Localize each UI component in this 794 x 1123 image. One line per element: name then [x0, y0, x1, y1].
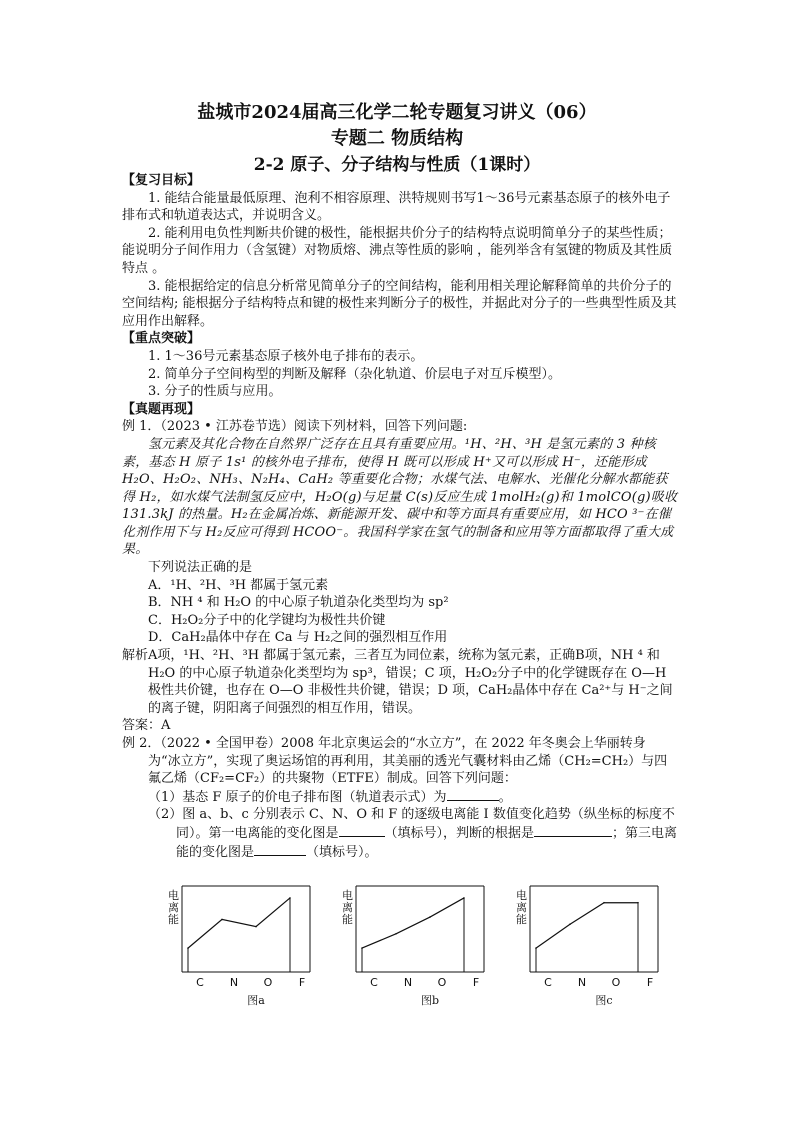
- exam-heading: 【真题再现】: [122, 401, 201, 417]
- example-1-material: 氢元素及其化合物在自然界广泛存在且具有重要应用。¹H、²H、³H 是氢元素的 3 种核素，基态 H 原子 1s¹ 的核外电子排布，使得 H 既可以形成 H⁺又可以形成 H⁻，还能形成 H₂O、H₂O₂、NH₃、N₂H₄、CaH₂ 等重要化合物；水煤气法、电解水、光催化分解水都能获得 H₂，如水煤气法制氢反应中，H₂O(g)与足量 C(s)反应生成 1molH₂(g)和 1molCO(g)吸收 131.3kJ 的热量。H₂在金属冶炼、新能源开发、碳中和等方面具有重要应用，如 HCO ³⁻在催化剂作用下与 H₂反应可得到 HCOO⁻。我国科学家在氢气的制备和应用等方面都取得了重大成果。: [122, 436, 678, 558]
- data-point: [603, 902, 605, 904]
- x-tick-label: F: [646, 976, 654, 989]
- series-line: [188, 898, 290, 948]
- data-point: [395, 933, 397, 935]
- x-tick-label: N: [577, 976, 587, 989]
- data-point: [361, 947, 363, 949]
- x-tick-label: O: [263, 976, 273, 989]
- option-d: D．CaH₂晶体中存在 Ca 与 H₂之间的强烈相互作用: [148, 630, 448, 646]
- key-item: 2. 简单分子空间构型的判断及解释（杂化轨道、价层电子对互斥模型）。: [148, 366, 562, 382]
- example-2-intro: 例 2．（2022 • 全国甲卷）2008 年北京奥运会的“水立方”，在 2022 年冬奥会上华丽转身为“冰立方”，实现了奥运场馆的再利用，其美丽的透光气囊材料由乙烯（CH₂=CH₂）与四氟乙烯（CF₂=CF₂）的共聚物（ETFE）制成。回答下列问题：: [122, 736, 668, 787]
- answer-blank[interactable]: [339, 824, 385, 837]
- review-item: 1. 能结合能量最低原理、泡利不相容原理、洪特规则书写1～36号元素基态原子的核外电子排布式和轨道表达式，并说明含义。: [122, 190, 671, 224]
- review-item: 2. 能利用电负性判断共价键的极性，能根据共价分子的结构特点说明简单分子的某些性质；能说明分子间作用力（含氢键）对物质熔、沸点等性质的影响 ，能列举含有氢键的物质及其性质特点 。: [122, 225, 673, 276]
- ionization-charts: [160, 880, 680, 1010]
- series-line: [536, 903, 638, 948]
- answer-blank[interactable]: [534, 824, 612, 837]
- example-1-intro: 例 1．（2023 • 江苏卷节选）阅读下列材料，回答下列问题:: [122, 419, 468, 435]
- x-tick-label: F: [472, 976, 480, 989]
- example-1-analysis: 解析A项，¹H、²H、³H 都属于氢元素，三者互为同位素，统称为氢元素，正确B项，NH ⁴ 和 H₂O 的中心原子轨道杂化类型均为 sp³，错误；C 项，H₂O₂分子中的化学键既存在 O—H 极性共价键，也存在 O—O 非极性共价键，错误；D 项，CaH₂晶体中存在 Ca²⁺与 H⁻之间的离子键，阴阳离子间强烈的相互作用，错误。: [122, 648, 673, 716]
- chart-svg: [334, 880, 494, 980]
- data-point: [255, 926, 257, 928]
- key-item: 1. 1～36号元素基态原子核外电子排布的表示。: [148, 348, 424, 364]
- topic-title: 专题二 物质结构: [330, 128, 464, 149]
- chart-b: [334, 880, 494, 1010]
- data-point: [637, 902, 639, 904]
- example-2-q2: [122, 806, 678, 861]
- review-heading: 【复习目标】: [122, 173, 201, 188]
- document-title: 盐城市2024届高三化学二轮专题复习讲义（06）: [197, 102, 597, 123]
- x-tick-label: O: [611, 976, 621, 989]
- data-point: [289, 897, 291, 899]
- option-b: B．NH ⁴ 和 H₂O 的中心原子轨道杂化类型均为 sp²: [148, 595, 449, 611]
- document-body: [122, 172, 678, 861]
- review-item: 3. 能根据给定的信息分析常见简单分子的空间结构，能利用相关理论解释简单的共价分子的空间结构; 能根据分子结构特点和键的极性来判断分子的极性，并据此对分子的一些典型性质及其应用作出解释。: [122, 278, 677, 329]
- key-heading: 【重点突破】: [122, 331, 201, 347]
- data-point: [429, 916, 431, 918]
- answer-blank[interactable]: [254, 843, 306, 856]
- x-tick-label: F: [298, 976, 306, 989]
- chart-a: [160, 880, 320, 1010]
- option-c: C．H₂O₂分子中的化学键均为极性共价键: [148, 612, 386, 628]
- example-2-q1: [122, 788, 678, 807]
- y-axis-label: 电离能: [516, 889, 527, 926]
- y-axis-label: 电离能: [342, 889, 353, 926]
- data-point: [569, 923, 571, 925]
- x-tick-label: N: [229, 976, 239, 989]
- chart-c: [508, 880, 668, 1010]
- example-1-answer: 答案：A: [122, 718, 171, 734]
- x-tick-label: C: [196, 976, 204, 989]
- chart-caption: 图a: [247, 994, 265, 1007]
- x-tick-label: O: [437, 976, 447, 989]
- q2-text-b: （填标号），判断的根据是: [384, 825, 535, 841]
- x-tick-label: N: [403, 976, 413, 989]
- series-line: [362, 898, 464, 948]
- answer-blank[interactable]: [447, 788, 499, 801]
- chart-svg: [508, 880, 668, 980]
- y-axis-label: 电离能: [168, 889, 179, 926]
- example-1-question: 下列说法正确的是: [148, 560, 253, 576]
- q2-text-a: （2）图 a、b、c 分别表示 C、N、O 和 F 的逐级电离能 I 数值变化趋势（纵坐标的标度不同）。第一电离能的变化图是: [148, 807, 675, 841]
- option-a: A．¹H、²H、³H 都属于氢元素: [148, 577, 329, 593]
- data-point: [221, 919, 223, 921]
- x-tick-label: C: [370, 976, 378, 989]
- data-point: [463, 897, 465, 899]
- q2-text-d: （填标号）。: [306, 844, 378, 860]
- data-point: [535, 947, 537, 949]
- chart-caption: 图b: [420, 994, 440, 1007]
- data-point: [187, 947, 189, 949]
- chart-svg: [160, 880, 320, 980]
- chart-caption: 图c: [595, 994, 613, 1007]
- key-item: 3. 分子的性质与应用。: [148, 384, 282, 400]
- section-title: 2-2 原子、分子结构与性质（1课时）: [253, 155, 541, 175]
- x-tick-label: C: [544, 976, 552, 989]
- q2-text-c: ；第三电离能的变化图是: [176, 825, 678, 860]
- q1-text: （1）基态 F 原子的价电子排布图（轨道表示式）为: [148, 789, 447, 805]
- q1-end: 。: [498, 789, 512, 805]
